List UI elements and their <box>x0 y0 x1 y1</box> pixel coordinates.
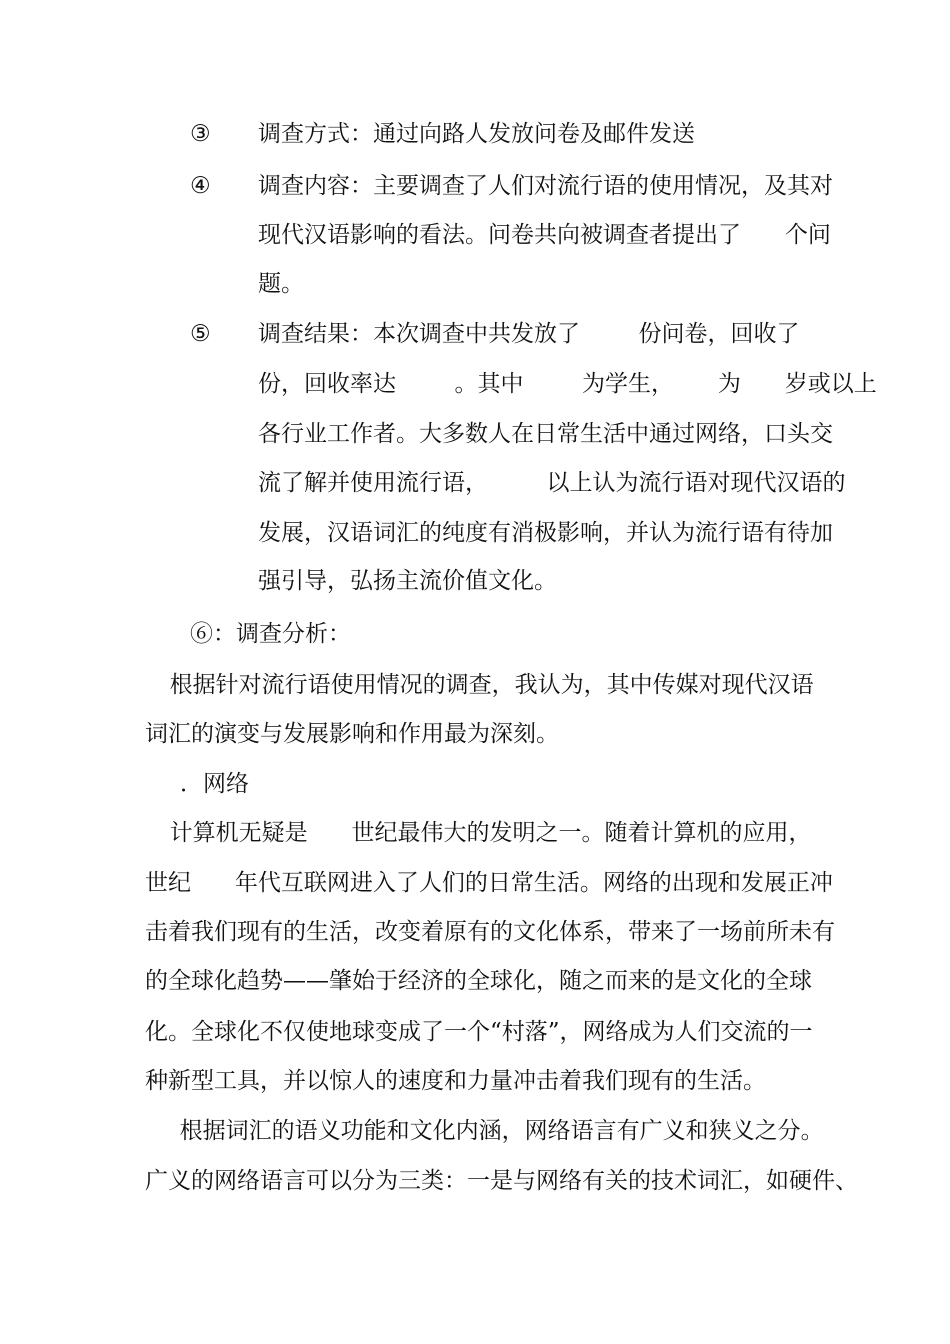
network-line-3: 击着我们现有的生活，改变着原有的文化体系，带来了一场前所未有 <box>145 919 835 945</box>
item-4-line-2: 现代汉语影响的看法。问卷共向被调查者提出了 个问 <box>258 222 831 248</box>
list-marker-3: ③ <box>190 121 211 147</box>
network-line-4: 的全球化趋势——肇始于经济的全球化，随之而来的是文化的全球 <box>145 968 812 994</box>
network-line-6: 种新型工具，并以惊人的速度和力量冲击着我们现有的生活。 <box>145 1068 766 1094</box>
item-3-line-1: 调查方式：通过向路人发放问卷及邮件发送 <box>258 121 695 147</box>
semantic-line-2: 广义的网络语言可以分为三类：一是与网络有关的技术词汇，如硬件、 <box>145 1168 858 1194</box>
item-5-line-6: 强引导，弘扬主流价值文化。 <box>258 568 557 594</box>
network-heading: ．网络 <box>180 771 249 797</box>
item-5-line-4: 流了解并使用流行语， 以上认为流行语对现代汉语的 <box>258 470 846 496</box>
analysis-line-1: 根据针对流行语使用情况的调查，我认为，其中传媒对现代汉语 <box>155 672 814 698</box>
list-marker-4: ④ <box>190 173 211 199</box>
semantic-line-1: 根据词汇的语义功能和文化内涵，网络语言有广义和狭义之分。 <box>165 1118 824 1144</box>
list-marker-5: ⑤ <box>190 321 211 347</box>
analysis-heading: ⑥：调查分析： <box>190 621 351 647</box>
item-5-line-3: 各行业工作者。大多数人在日常生活中通过网络，口头交 <box>258 421 833 447</box>
network-line-5: 化。全球化不仅使地球变成了一个“村落”，网络成为人们交流的一 <box>145 1019 813 1045</box>
item-5-line-1: 调查结果：本次调查中共发放了 份问卷，回收了 <box>258 321 800 347</box>
item-5-line-2: 份，回收率达 。其中 为学生， 为 岁或以上 <box>258 371 877 397</box>
item-5-line-5: 发展，汉语词汇的纯度有消极影响，并认为流行语有待加 <box>258 520 833 546</box>
item-4-line-3: 题。 <box>258 271 304 297</box>
network-line-1: 计算机无疑是 世纪最伟大的发明之一。随着计算机的应用， <box>155 820 812 846</box>
network-line-2: 世纪 年代互联网进入了人们的日常生活。网络的出现和发展正冲 <box>145 870 833 896</box>
analysis-line-2: 词汇的演变与发展影响和作用最为深刻。 <box>145 721 559 747</box>
item-4-line-1: 调查内容：主要调查了人们对流行语的使用情况，及其对 <box>258 173 833 199</box>
